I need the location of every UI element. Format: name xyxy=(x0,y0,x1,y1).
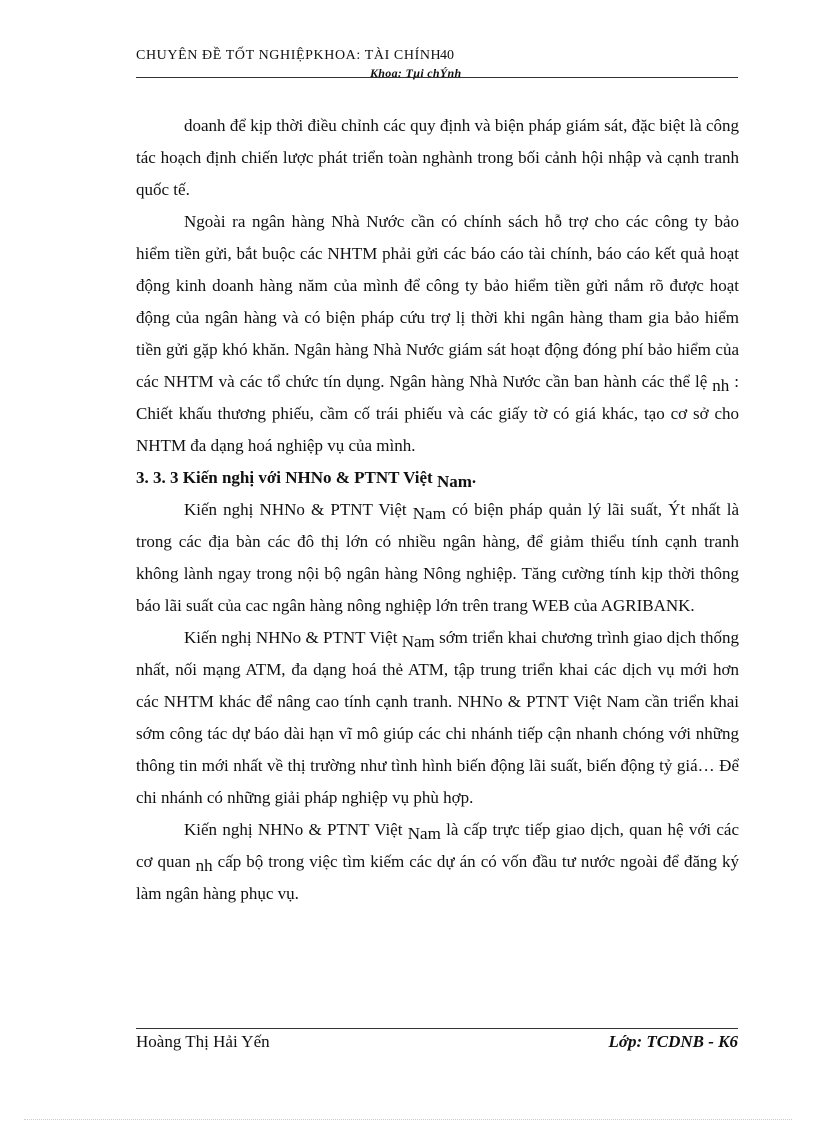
paragraph-4: Kiến nghị NHNo & PTNT Việt Nam sớm triển khai chương trình giao dịch thống nhất, nối mạng ATM, đa dạng hoá thẻ ATM, tập trung triển khai các dịch vụ mới hơn các NHTM khác để nâng cao tính cạnh tranh. NHNo & PTNT Việt Nam cần triển khai sớm công tác dự báo dài hạn vĩ mô giúp các chi nhánh tiếp cận nhanh chóng với những thông tin mới nhất về thị trường như tình hình biến động lãi suất, biến động tỷ giá… Để chi nhánh có những giải pháp nghiệp vụ phù hợp. xyxy=(136,628,739,807)
paragraph-4-subscript: Nam xyxy=(401,632,435,651)
page-number: 40 xyxy=(440,48,454,63)
footer-class: Lớp: TCDNB - K6 xyxy=(608,1032,738,1051)
footer-author: Hoàng Thị Hải Yến xyxy=(136,1032,270,1051)
header-rule xyxy=(136,77,738,78)
paragraph-3: Kiến nghị NHNo & PTNT Việt Nam có biện pháp quản lý lãi suất, Ýt nhất là trong các địa bàn các đô thị lớn có nhiều ngân hàng, để giảm thiểu tính cạnh tranh không lành ngay trong nội bộ ngân hàng Nông nghiệp. Tăng cường tính kịp thời thông báo lãi suất của cac ngân hàng nông nghiệp lớn trên trang WEB của AGRIBANK. xyxy=(136,500,739,615)
paragraph-3-subscript: Nam xyxy=(412,504,446,523)
paragraph-1: doanh để kịp thời điều chỉnh các quy định và biện pháp giám sát, đặc biệt là công tác hoạch định chiến lược phát triển toàn nghành trong bối cảnh hội nhập và cạnh tranh quốc tế. xyxy=(136,116,739,199)
page-edge xyxy=(24,1119,792,1120)
header-title: CHUYÊN ĐỀ TỐT NGHIỆPKHOA: TÀI CHÍNH xyxy=(136,48,442,63)
header-subtitle: Khoa: Tµi chÝnh xyxy=(370,66,462,80)
paragraph-5-subscript-2: nh xyxy=(195,856,213,875)
section-heading-subscript: Nam xyxy=(436,472,472,491)
page-header xyxy=(136,48,738,78)
section-heading: 3. 3. 3 Kiến nghị với NHNo & PTNT Việt Nam. xyxy=(136,468,477,491)
paragraph-5-subscript: Nam xyxy=(407,824,441,843)
document-body xyxy=(136,110,739,910)
paragraph-2-subscript: nh xyxy=(712,376,730,395)
footer-rule xyxy=(136,1028,738,1029)
paragraph-5: Kiến nghị NHNo & PTNT Việt Nam là cấp trực tiếp giao dịch, quan hệ với các cơ quan nh cấp bộ trong việc tìm kiếm các dự án có vốn đầu tư nước ngoài để đăng ký làm ngân hàng phục vụ. xyxy=(136,820,740,903)
paragraph-2: Ngoài ra ngân hàng Nhà Nước cần có chính sách hỗ trợ cho các công ty bảo hiểm tiền gửi, bắt buộc các NHTM phải gửi các báo cáo tài chính, báo cáo kết quả hoạt động kinh doanh hàng năm của mình để công ty bảo hiểm tiền gửi nắm rõ được hoạt động của ngân hàng và có biện pháp cứu trợ lị thời khi ngân hàng tham gia bảo hiểm tiền gửi gặp khó khăn. Ngân hàng Nhà Nước giám sát hoạt động đóng phí bảo hiểm của các NHTM và các tổ chức tín dụng. Ngân hàng Nhà Nước cần ban hành các thể lệ nh : Chiết khấu thương phiếu, cầm cố trái phiếu và các giấy tờ có giá khác, tạo cơ sở cho NHTM đa dạng hoá nghiệp vụ của mình. xyxy=(136,212,740,455)
